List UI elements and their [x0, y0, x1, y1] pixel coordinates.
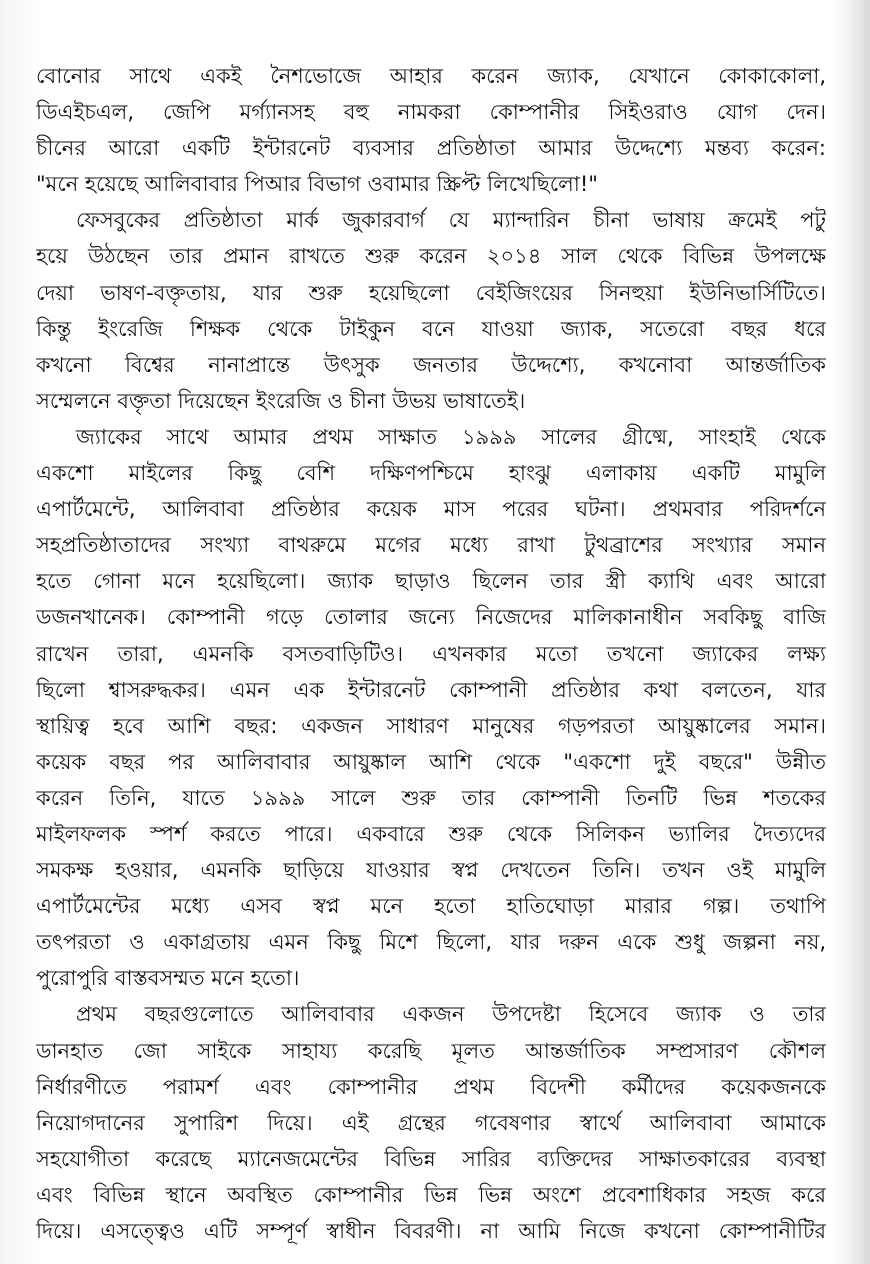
- text-line: মাইলফলক স্পর্শ করতে পারে। একবারে শুরু থেকে সিলিকন ভ্যালির দৈত্যদের: [36, 821, 826, 846]
- text-line: এপার্টমেন্টের মধ্যে এসব স্বপ্ন মনে হতো হাতিঘোড়া মারার গল্প। তথাপি: [36, 894, 826, 919]
- text-line: হয়ে উঠছেন তার প্রমান রাখতে শুরু করেন ২০১৪ সাল থেকে বিভিন্ন উপলক্ষে: [36, 244, 826, 269]
- text-line: হতে গোনা মনে হয়েছিলো। জ্যাক ছাড়াও ছিলেন তার স্ত্রী ক্যাথি এবং আরো: [36, 569, 826, 594]
- text-line: নিয়োগদানের সুপারিশ দিয়ে। এই গ্রন্থের গবেষণার স্বার্থে আলিবাবা আমাকে: [36, 1110, 826, 1135]
- text-line: ছিলো শ্বাসরুদ্ধকর। এমন এক ইন্টারনেট কোম্পানী প্রতিষ্ঠার কথা বলতেন, যার: [36, 677, 826, 702]
- text-line: তৎপরতা ও একাগ্রতায় এমন কিছু মিশে ছিলো, যার দরুন একে শুধু জল্পনা নয়,: [36, 930, 826, 955]
- text-line: করেন তিনি, যাতে ১৯৯৯ সালে শুরু তার কোম্পানী তিনটি ভিন্ন শতকের: [36, 785, 826, 810]
- text-line: একশো মাইলের কিছু বেশি দক্ষিণপশ্চিমে হাংঝু এলাকায় একটি মামুলি: [36, 461, 826, 486]
- text-line: স্থায়িত্ব হবে আশি বছর: একজন সাধারণ মানুষের গড়পরতা আয়ুষ্কালের সমান।: [36, 713, 826, 738]
- text-line: এপার্টমেন্টে, আলিবাবা প্রতিষ্ঠার কয়েক মাস পরের ঘটনা। প্রথমবার পরিদর্শনে: [36, 497, 826, 522]
- paragraph-first-line: জ্যাকের সাথে আমার প্রথম সাক্ষাত ১৯৯৯ সালের গ্রীষ্মে, সাংহাই থেকে: [76, 424, 826, 449]
- text-line: সহযোগীতা করেছে ম্যানেজমেন্টের বিভিন্ন সারির ব্যক্তিদের সাক্ষাতকারের ব্যবস্থা: [36, 1146, 826, 1171]
- text-line: রাখেন তারা, এমনকি বসতবাড়িটিও। এখনকার মতো তখনো জ্যাকের লক্ষ্য: [36, 641, 826, 666]
- text-line: দেয়া ভাষণ-বক্তৃতায়, যার শুরু হয়েছিলো বেইজিংয়ের সিনহুয়া ইউনিভার্সিটিতে।: [36, 280, 826, 305]
- text-line: নির্ধারণীতে পরামর্শ এবং কোম্পানীর প্রথম বিদেশী কর্মীদের কয়েকজনকে: [36, 1074, 826, 1099]
- text-line: সমকক্ষ হওয়ার, এমনকি ছাড়িয়ে যাওয়ার স্বপ্ন দেখতেন তিনি। তখন ওই মামুলি: [36, 858, 826, 883]
- paragraph-first-line: প্রথম বছরগুলোতে আলিবাবার একজন উপদেষ্টা হিসেবে জ্যাক ও তার: [76, 1002, 826, 1027]
- text-line: কিন্তু ইংরেজি শিক্ষক থেকে টাইকুন বনে যাওয়া জ্যাক, সতেরো বছর ধরে: [36, 316, 826, 341]
- text-line: এবং বিভিন্ন স্থানে অবস্থিত কোম্পানীর ভিন্ন ভিন্ন অংশে প্রবেশাধিকার সহজ করে: [36, 1182, 826, 1207]
- text-line: চীনের আরো একটি ইন্টারনেট ব্যবসার প্রতিষ্ঠাতা আমার উদ্দেশ্যে মন্তব্য করেন:: [36, 136, 826, 161]
- text-line: দিয়ে। এসত্ত্বেও এটি সম্পূর্ণ স্বাধীন বিবরণী। না আমি নিজে কখনো কোম্পানীটির: [36, 1219, 826, 1243]
- body-text: [36, 58, 826, 1249]
- text-line: পুরোপুরি বাস্তবসম্মত মনে হতো।: [36, 966, 300, 991]
- text-line: কয়েক বছর পর আলিবাবার আয়ুষ্কাল আশি থেকে "একশো দুই বছরে" উন্নীত: [36, 749, 826, 774]
- text-line: "মনে হয়েছে আলিবাবার পিআর বিভাগ ওবামার স্ক্রিপ্ট লিখেছিলো!": [36, 172, 598, 197]
- text-line: বোনোর সাথে একই নৈশভোজে আহার করেন জ্যাক, যেখানে কোকাকোলা,: [36, 64, 826, 88]
- text-line: সম্মেলনে বক্তৃতা দিয়েছেন ইংরেজি ও চীনা উভয় ভাষাতেই।: [36, 388, 526, 413]
- text-line: সহপ্রতিষ্ঠাতাদের সংখ্যা বাথরুমে মগের মধ্যে রাখা টুথব্রাশের সংখ্যার সমান: [36, 533, 826, 558]
- text-line: ডিএইচএল, জেপি মর্গ্যানসহ বহু নামকরা কোম্পানীর সিইওরাও যোগ দেন।: [36, 100, 826, 125]
- text-line: কখনো বিশ্বের নানাপ্রান্তে উৎসুক জনতার উদ্দেশ্যে, কখনোবা আন্তর্জাতিক: [36, 352, 826, 377]
- paragraph-first-line: ফেসবুকের প্রতিষ্ঠাতা মার্ক জুকারবার্গ যে ম্যান্দারিন চীনা ভাষায় ক্রমেই পটু: [76, 208, 826, 233]
- text-line: ডানহাত জো সাইকে সাহায্য করেছি মূলত আন্তর্জাতিক সম্প্রসারণ কৌশল: [36, 1038, 826, 1063]
- text-line: ডজনখানেক। কোম্পানী গড়ে তোলার জন্যে নিজেদের মালিকানাধীন সবকিছু বাজি: [36, 605, 826, 630]
